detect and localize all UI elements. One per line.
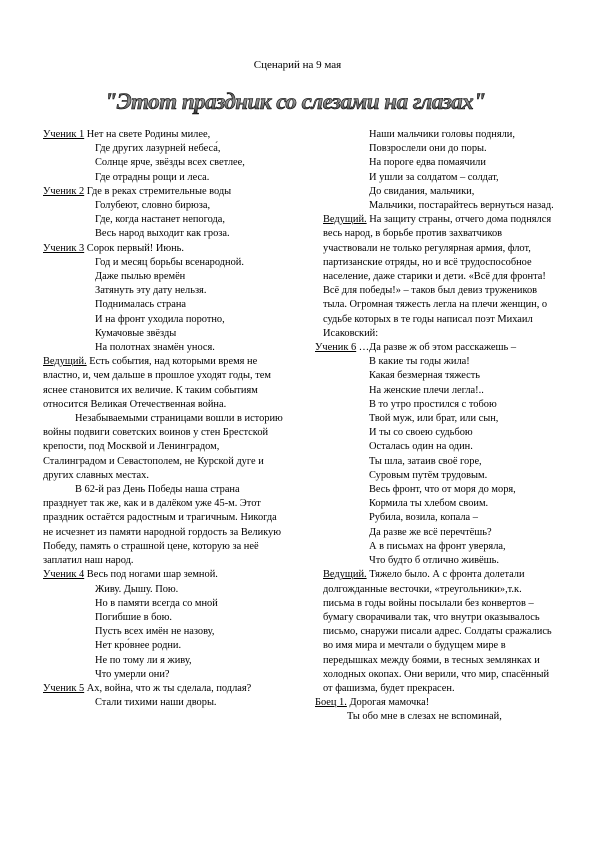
text-line: [315, 497, 555, 511]
line-text: Нет кро́внее родни.: [95, 640, 182, 652]
page-title: Сценарий на 9 мая: [253, 59, 342, 71]
text-line: [315, 483, 555, 497]
text-line: [43, 313, 283, 327]
text-line: [43, 199, 283, 213]
line-text: Какая безмерная тяжесть: [369, 370, 481, 382]
text-line: [43, 298, 283, 312]
text-line: [315, 355, 555, 369]
text-line: [43, 597, 283, 611]
text-line: [315, 540, 555, 554]
text-line: [315, 384, 555, 398]
speaker-label: Боец 1.: [315, 697, 347, 709]
line-text: Мальчики, постарайтесь вернуться назад.: [369, 200, 554, 212]
text-line: [43, 654, 283, 668]
line-text: Где, когда настанет непогода,: [95, 214, 225, 226]
text-line: [315, 526, 555, 540]
text-line: [43, 327, 283, 341]
text-line: [43, 696, 283, 710]
text-line: [43, 483, 283, 568]
speaker-label: Ученик 4: [43, 569, 85, 581]
text-line: [43, 583, 283, 597]
speaker-label: Ведущий.: [43, 356, 87, 368]
line-text: Поднималась страна: [95, 299, 187, 311]
text-line: [315, 398, 555, 412]
speaker-line: [315, 696, 555, 710]
line-text: Осталась один на один.: [369, 441, 473, 453]
line-text: Кумачовые звёзды: [95, 327, 177, 339]
text-line: [43, 625, 283, 639]
text-line: [315, 554, 555, 568]
line-text: Рубила, возила, копала –: [369, 512, 478, 524]
text-line: [315, 511, 555, 525]
line-text: Да разве же всё перечтёшь?: [369, 526, 492, 538]
line-text: Незабываемыми страницами вошли в историю войны подвиги советских воинов у стен Брестской крепости, под Москвой и Ленинградом, Сталинградом и Севастополем, не Курской дуге и других славных местах.: [43, 413, 283, 481]
line-text: На защиту страны, отчего дома поднялся весь народ, в борьбе против захватчиков участвовали не только регулярная армия, флот, партизанские отряды, но и всё трудоспособное население, даже старики и дети. «Всё для фронта! Всё для победы!» – таков был девиз тружеников тыла. Огромная тяжесть легла на плечи женщин, о судьбе которых в те годы написал поэт Михаил Исаковский:: [323, 214, 552, 339]
title-banner: [98, 88, 492, 116]
text-line: [315, 171, 555, 185]
left-column: [43, 128, 283, 710]
text-line: [315, 440, 555, 454]
line-text: До свидания, мальчики,: [369, 185, 475, 197]
line-text: Повзрослели они до поры.: [369, 143, 487, 155]
line-text: На полотнах знамён унося.: [95, 342, 215, 354]
line-text: В 62-й раз День Победы наша страна празднует так же, как и в далёком уже 45-м. Этот праздник остаётся радостным и трагичным. Никогда не исчезнет из памяти народной гордость за Великую Победу, память о страшной цене, которую за неё заплатил наш народ.: [43, 484, 282, 567]
line-text: На женские плечи легла!..: [369, 384, 484, 396]
line-text: Живу. Дышу. Пою.: [95, 583, 179, 595]
line-text: Суровым путём трудовым.: [369, 469, 488, 481]
line-text: Год и месяц борьбы всенародной.: [95, 256, 244, 268]
speaker-label: Ученик 5: [43, 682, 85, 694]
text-line: [43, 142, 283, 156]
line-text: Стали тихими наши дворы.: [95, 697, 217, 709]
text-line: [315, 128, 555, 142]
line-text: Весь фронт, что от моря до моря,: [369, 484, 516, 496]
text-line: [43, 171, 283, 185]
line-text: В то утро простился с тобою: [369, 398, 497, 410]
speaker-line: [43, 568, 283, 582]
line-text: Пусть всех имён не назову,: [95, 626, 215, 638]
speaker-label: Ученик 2: [43, 185, 85, 197]
line-text: Есть события, над которыми время не властно, и, чем дальше в прошлое уходят годы, тем яснее становится их величие. К таким событиям относится Великая Отечественная война.: [43, 356, 271, 410]
line-text: Затянуть эту дату нельзя.: [95, 285, 207, 297]
line-text: Дорогая мамочка!: [349, 697, 430, 709]
speaker-line: [315, 568, 555, 696]
speaker-label: Ученик 3: [43, 242, 85, 254]
text-line: [43, 270, 283, 284]
text-line: [43, 341, 283, 355]
line-text: Весь под ногами шар земной.: [86, 569, 218, 581]
banner-text: "Этот праздник со слезами на глазах": [104, 89, 486, 114]
text-line: [315, 185, 555, 199]
text-line: [43, 668, 283, 682]
line-text: В какие ты годы жила!: [369, 356, 470, 368]
line-text: Где других лазурней небеса́,: [95, 143, 221, 155]
line-text: Солнце ярче, звёзды всех светлее,: [95, 157, 245, 169]
line-text: И ушли за солдатом – солдат,: [369, 171, 499, 183]
speaker-line: [315, 341, 555, 355]
speaker-label: Ученик 1: [43, 129, 85, 140]
line-text: Погибшие в бою.: [95, 611, 172, 623]
speaker-line: [43, 128, 283, 142]
text-line: [315, 142, 555, 156]
line-text: Твой муж, или брат, или сын,: [369, 413, 499, 425]
text-line: [43, 227, 283, 241]
text-line: [315, 469, 555, 483]
speaker-line: [43, 185, 283, 199]
text-line: [43, 412, 283, 483]
speaker-line: [43, 355, 283, 412]
line-text: И ты со своею судьбою: [369, 427, 473, 439]
line-text: Ты шла, затаив своё горе,: [369, 455, 482, 467]
text-line: [315, 412, 555, 426]
line-text: Даже пылью времён: [95, 271, 186, 283]
line-text: Нет на свете Родины милее,: [86, 129, 211, 140]
speaker-label: Ведущий.: [323, 214, 367, 226]
speaker-label: Ученик 6: [315, 342, 357, 354]
line-text: Сорок первый! Июнь.: [86, 242, 184, 254]
line-text: А в письмах на фронт уверяла,: [369, 540, 506, 552]
speaker-label: Ведущий.: [323, 569, 367, 581]
line-text: Но в памяти всегда со мной: [95, 597, 218, 609]
line-text: Что будто б отлично живёшь.: [369, 555, 500, 567]
text-line: [315, 369, 555, 383]
line-text: Тяжело было. А с фронта долетали долгожданные весточки, «треугольники»,т.к. письма в годы войны посылали без конвертов – бумагу сворачивали так, что внутри оказывалось письмо, снаружи писали адрес. Солдаты сражались во имя мира и мечтали о будущем мире в передышках между боями, в тесных землянках и холодных окопах. Они верили, что мир, спасённый от фашизма, будет прекрасен.: [323, 569, 552, 694]
text-line: [43, 156, 283, 170]
text-line: [315, 710, 555, 724]
speaker-line: [43, 242, 283, 256]
text-line: [43, 284, 283, 298]
line-text: Наши мальчики головы подняли,: [369, 129, 515, 140]
line-text: На пороге едва помаячили: [369, 157, 486, 169]
line-text: Где в реках стремительные воды: [86, 185, 232, 197]
line-text: Не по тому ли я живу,: [95, 654, 192, 666]
text-line: [315, 426, 555, 440]
text-line: [43, 213, 283, 227]
line-text: Кормила ты хлебом своим.: [369, 498, 489, 510]
text-line: [315, 199, 555, 213]
speaker-line: [315, 213, 555, 341]
line-text: Что умерли они?: [95, 668, 170, 680]
line-text: Весь народ выходит как гроза.: [95, 228, 230, 240]
text-line: [315, 156, 555, 170]
line-text: Голубеют, словно бирюза,: [95, 200, 211, 212]
line-text: Ах, война, что ж ты сделала, подлая?: [86, 682, 252, 694]
line-text: Ты обо мне в слезах не вспоминай,: [347, 711, 502, 723]
text-line: [315, 455, 555, 469]
text-line: [43, 639, 283, 653]
text-line: [43, 611, 283, 625]
text-line: [43, 256, 283, 270]
speaker-line: [43, 682, 283, 696]
line-text: И на фронт уходила поротно,: [95, 313, 225, 325]
line-text: …Да разве ж об этом расскажешь –: [358, 342, 517, 354]
right-column: [315, 128, 555, 725]
line-text: Где отрадны рощи и леса.: [95, 171, 210, 183]
